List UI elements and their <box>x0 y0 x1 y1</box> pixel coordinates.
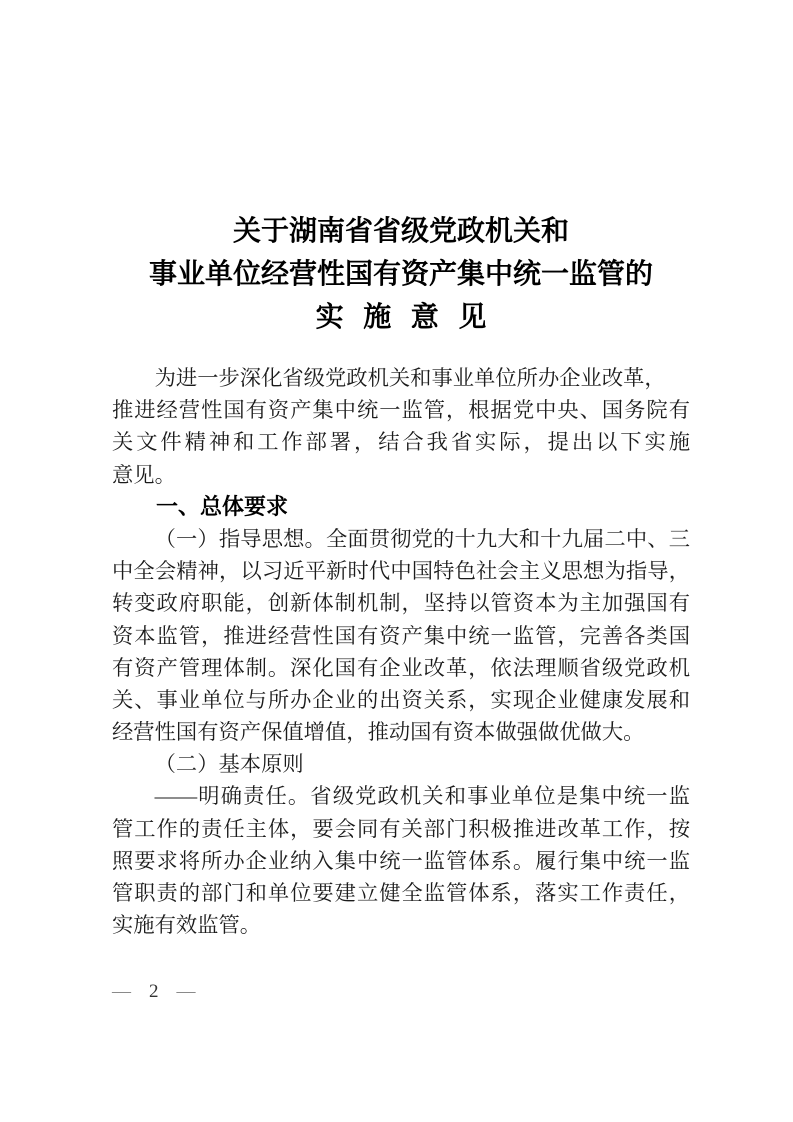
body-line: 管工作的责任主体，要会同有关部门积极推进改革工作，按 <box>112 816 690 841</box>
page-number-value: 2 <box>149 981 159 1002</box>
body-line: ——明确责任。省级党政机关和事业单位是集中统一监 <box>154 784 690 809</box>
page-number-right-dash: — <box>176 981 196 1002</box>
body-line: 中全会精神，以习近平新时代中国特色社会主义思想为指导， <box>112 559 690 584</box>
body-line: 转变政府职能，创新体制机制，坚持以管资本为主加强国有 <box>112 591 690 616</box>
document-body <box>112 362 690 941</box>
body-line: 经营性国有资产保值增值，推动国有资本做强做优做大。 <box>112 720 645 745</box>
body-line: 关、事业单位与所办企业的出资关系，实现企业健康发展和 <box>112 687 690 712</box>
subsection-heading-basic-principles: （二）基本原则 <box>154 752 304 777</box>
page-number-left-dash: — <box>112 981 131 1002</box>
body-line: 资本监管，推进经营性国有资产集中统一监管，完善各类国 <box>112 623 690 648</box>
body-line: 照要求将所办企业纳入集中统一监管体系。履行集中统一监 <box>112 848 690 873</box>
document-title <box>112 210 690 339</box>
body-line: 意见。 <box>112 462 176 487</box>
body-line: 实施有效监管。 <box>112 913 262 938</box>
body-line: （一）指导思想。全面贯彻党的十九大和十九届二中、三 <box>154 526 690 551</box>
title-line-1: 关于湖南省省级党政机关和 <box>232 216 569 247</box>
body-line: 推进经营性国有资产集中统一监管，根据党中央、国务院有 <box>112 398 690 423</box>
page-number <box>112 980 196 1004</box>
body-line: 关文件精神和工作部署，结合我省实际，提出以下实施 <box>112 430 690 455</box>
section-heading-general-requirements: 一、总体要求 <box>156 493 289 519</box>
title-line-3: 实施意见 <box>315 302 506 333</box>
document-content <box>112 210 690 941</box>
title-line-2: 事业单位经营性国有资产集中统一监管的 <box>148 259 653 290</box>
body-line: 有资产管理体制。深化国有企业改革，依法理顺省级党政机 <box>112 655 690 680</box>
body-line: 为进一步深化省级党政机关和事业单位所办企业改革， <box>154 366 666 390</box>
body-line: 管职责的部门和单位要建立健全监管体系，落实工作责任， <box>112 881 690 905</box>
